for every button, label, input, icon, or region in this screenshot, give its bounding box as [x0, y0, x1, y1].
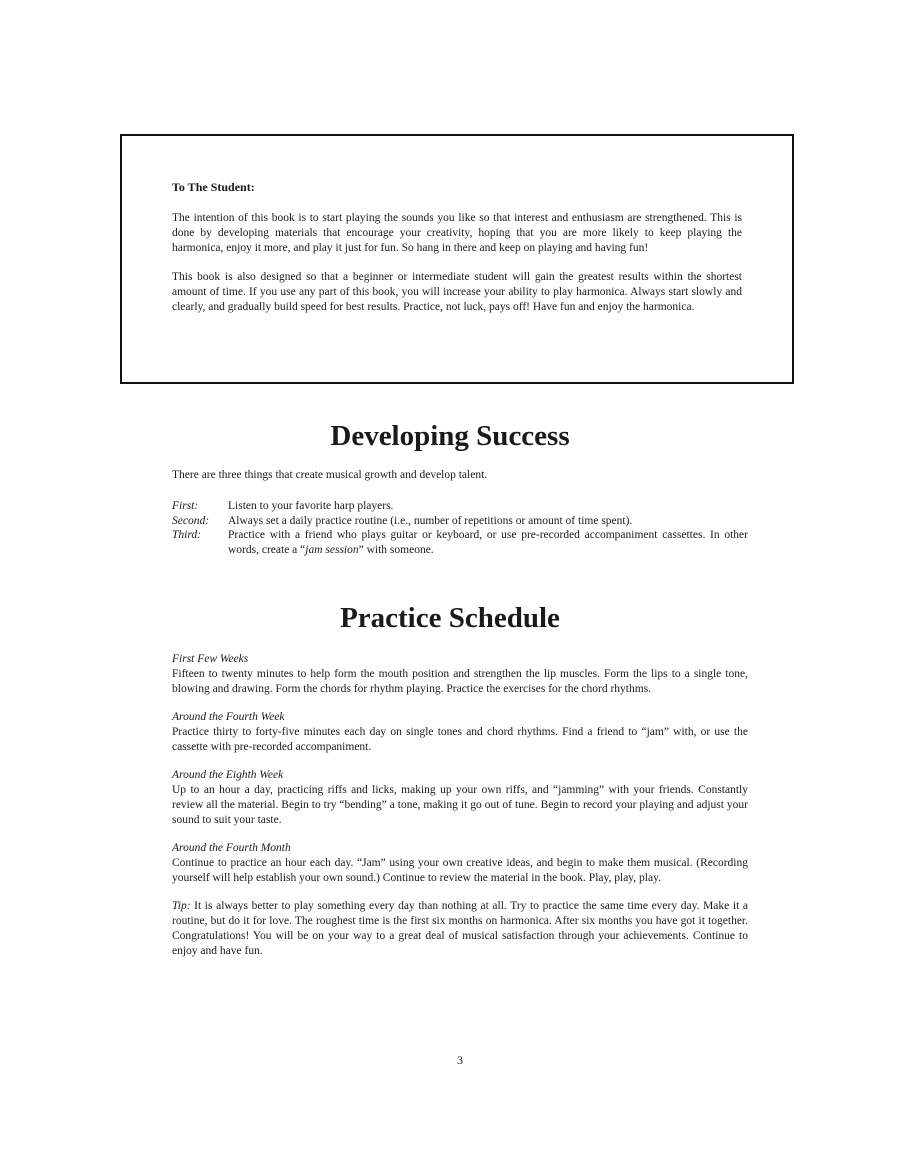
developing-success-title: Developing Success	[330, 420, 570, 452]
step-label: First:	[172, 500, 199, 512]
tip-text: It is always better to play something every day than nothing at all. Try to practice the same time every day. Make it a routine, but do it for love. The roughest time is the first six months on harmonica. After six months you have got it together. Congratulations! You will be on your way to a great deal of musical satisfaction through your achievements. Continue to enjoy and have fun.	[172, 900, 748, 957]
step-text: Always set a daily practice routine (i.e., number of repetitions or amount of time spent).	[228, 514, 633, 527]
schedule-block-body: Fifteen to twenty minutes to help form the mouth position and strengthen the lip muscles. Form the lips to a single tone, blowing and drawing. Form the chords for rhythm playing. Practice the exercises for the chord rhythms.	[172, 668, 748, 695]
schedule-block-body: Practice thirty to forty-five minutes each day on single tones and chord rhythms. Find a friend to “jam” with, or use the cassette with pre-recorded accompaniment.	[172, 726, 748, 753]
steps-list	[172, 499, 748, 557]
schedule-block-title: Around the Eighth Week	[172, 769, 284, 781]
schedule-block-body: Up to an hour a day, practicing riffs and licks, making up your own riffs, and “jamming” with your friends. Constantly review all the material. Begin to try “bending” a tone, making it go out of tune. Begin to record your playing and adjust your sound to suit your taste.	[172, 784, 748, 826]
step-third	[172, 528, 748, 557]
tip-label: Tip:	[172, 900, 191, 912]
step-text: Listen to your favorite harp players.	[228, 500, 394, 512]
to-the-student-box	[120, 134, 794, 384]
jam-session-term: jam session	[305, 543, 359, 556]
step-first	[172, 499, 748, 514]
step-label: Third:	[172, 529, 201, 541]
practice-schedule-list	[172, 652, 748, 959]
page-number: 3	[457, 1053, 463, 1067]
step-text-part: Practice with a friend who plays guitar or keyboard, or use pre-recorded accompaniment cassettes. In other words, create a “	[228, 529, 748, 556]
schedule-block	[172, 710, 748, 755]
step-second	[172, 514, 748, 529]
schedule-block	[172, 652, 748, 697]
step-text-part: ” with someone.	[358, 543, 434, 556]
practice-schedule-title: Practice Schedule	[340, 602, 560, 634]
developing-success-intro: There are three things that create musical growth and develop talent.	[172, 469, 488, 481]
schedule-block	[172, 768, 748, 828]
schedule-block-title: First Few Weeks	[172, 653, 249, 665]
step-label: Second:	[172, 514, 210, 527]
step-text	[228, 528, 748, 557]
box-paragraph-1: The intention of this book is to start playing the sounds you like so that interest and enthusiasm are strengthened. This is done by developing materials that encourage your creativity, hoping that you are more likely to keep playing the harmonica, enjoy it more, and play it just for fun. So hang in there and keep on playing and having fun!	[172, 212, 742, 254]
box-heading: To The Student:	[172, 180, 255, 194]
schedule-block	[172, 841, 748, 886]
tip-paragraph	[172, 899, 748, 959]
schedule-block-body: Continue to practice an hour each day. “Jam” using your own creative ideas, and begin to make them musical. (Recording yourself will help establish your own sound.) Continue to review the material in the book. Play, play, play.	[172, 857, 748, 884]
schedule-block-title: Around the Fourth Month	[172, 842, 291, 854]
schedule-block-title: Around the Fourth Week	[172, 711, 285, 723]
box-paragraph-2: This book is also designed so that a beginner or intermediate student will gain the greatest results within the shortest amount of time. If you use any part of this book, you will increase your ability to play harmonica. Always start slowly and clearly, and gradually build speed for best results. Practice, not luck, pays off! Have fun and enjoy the harmonica.	[172, 271, 742, 313]
